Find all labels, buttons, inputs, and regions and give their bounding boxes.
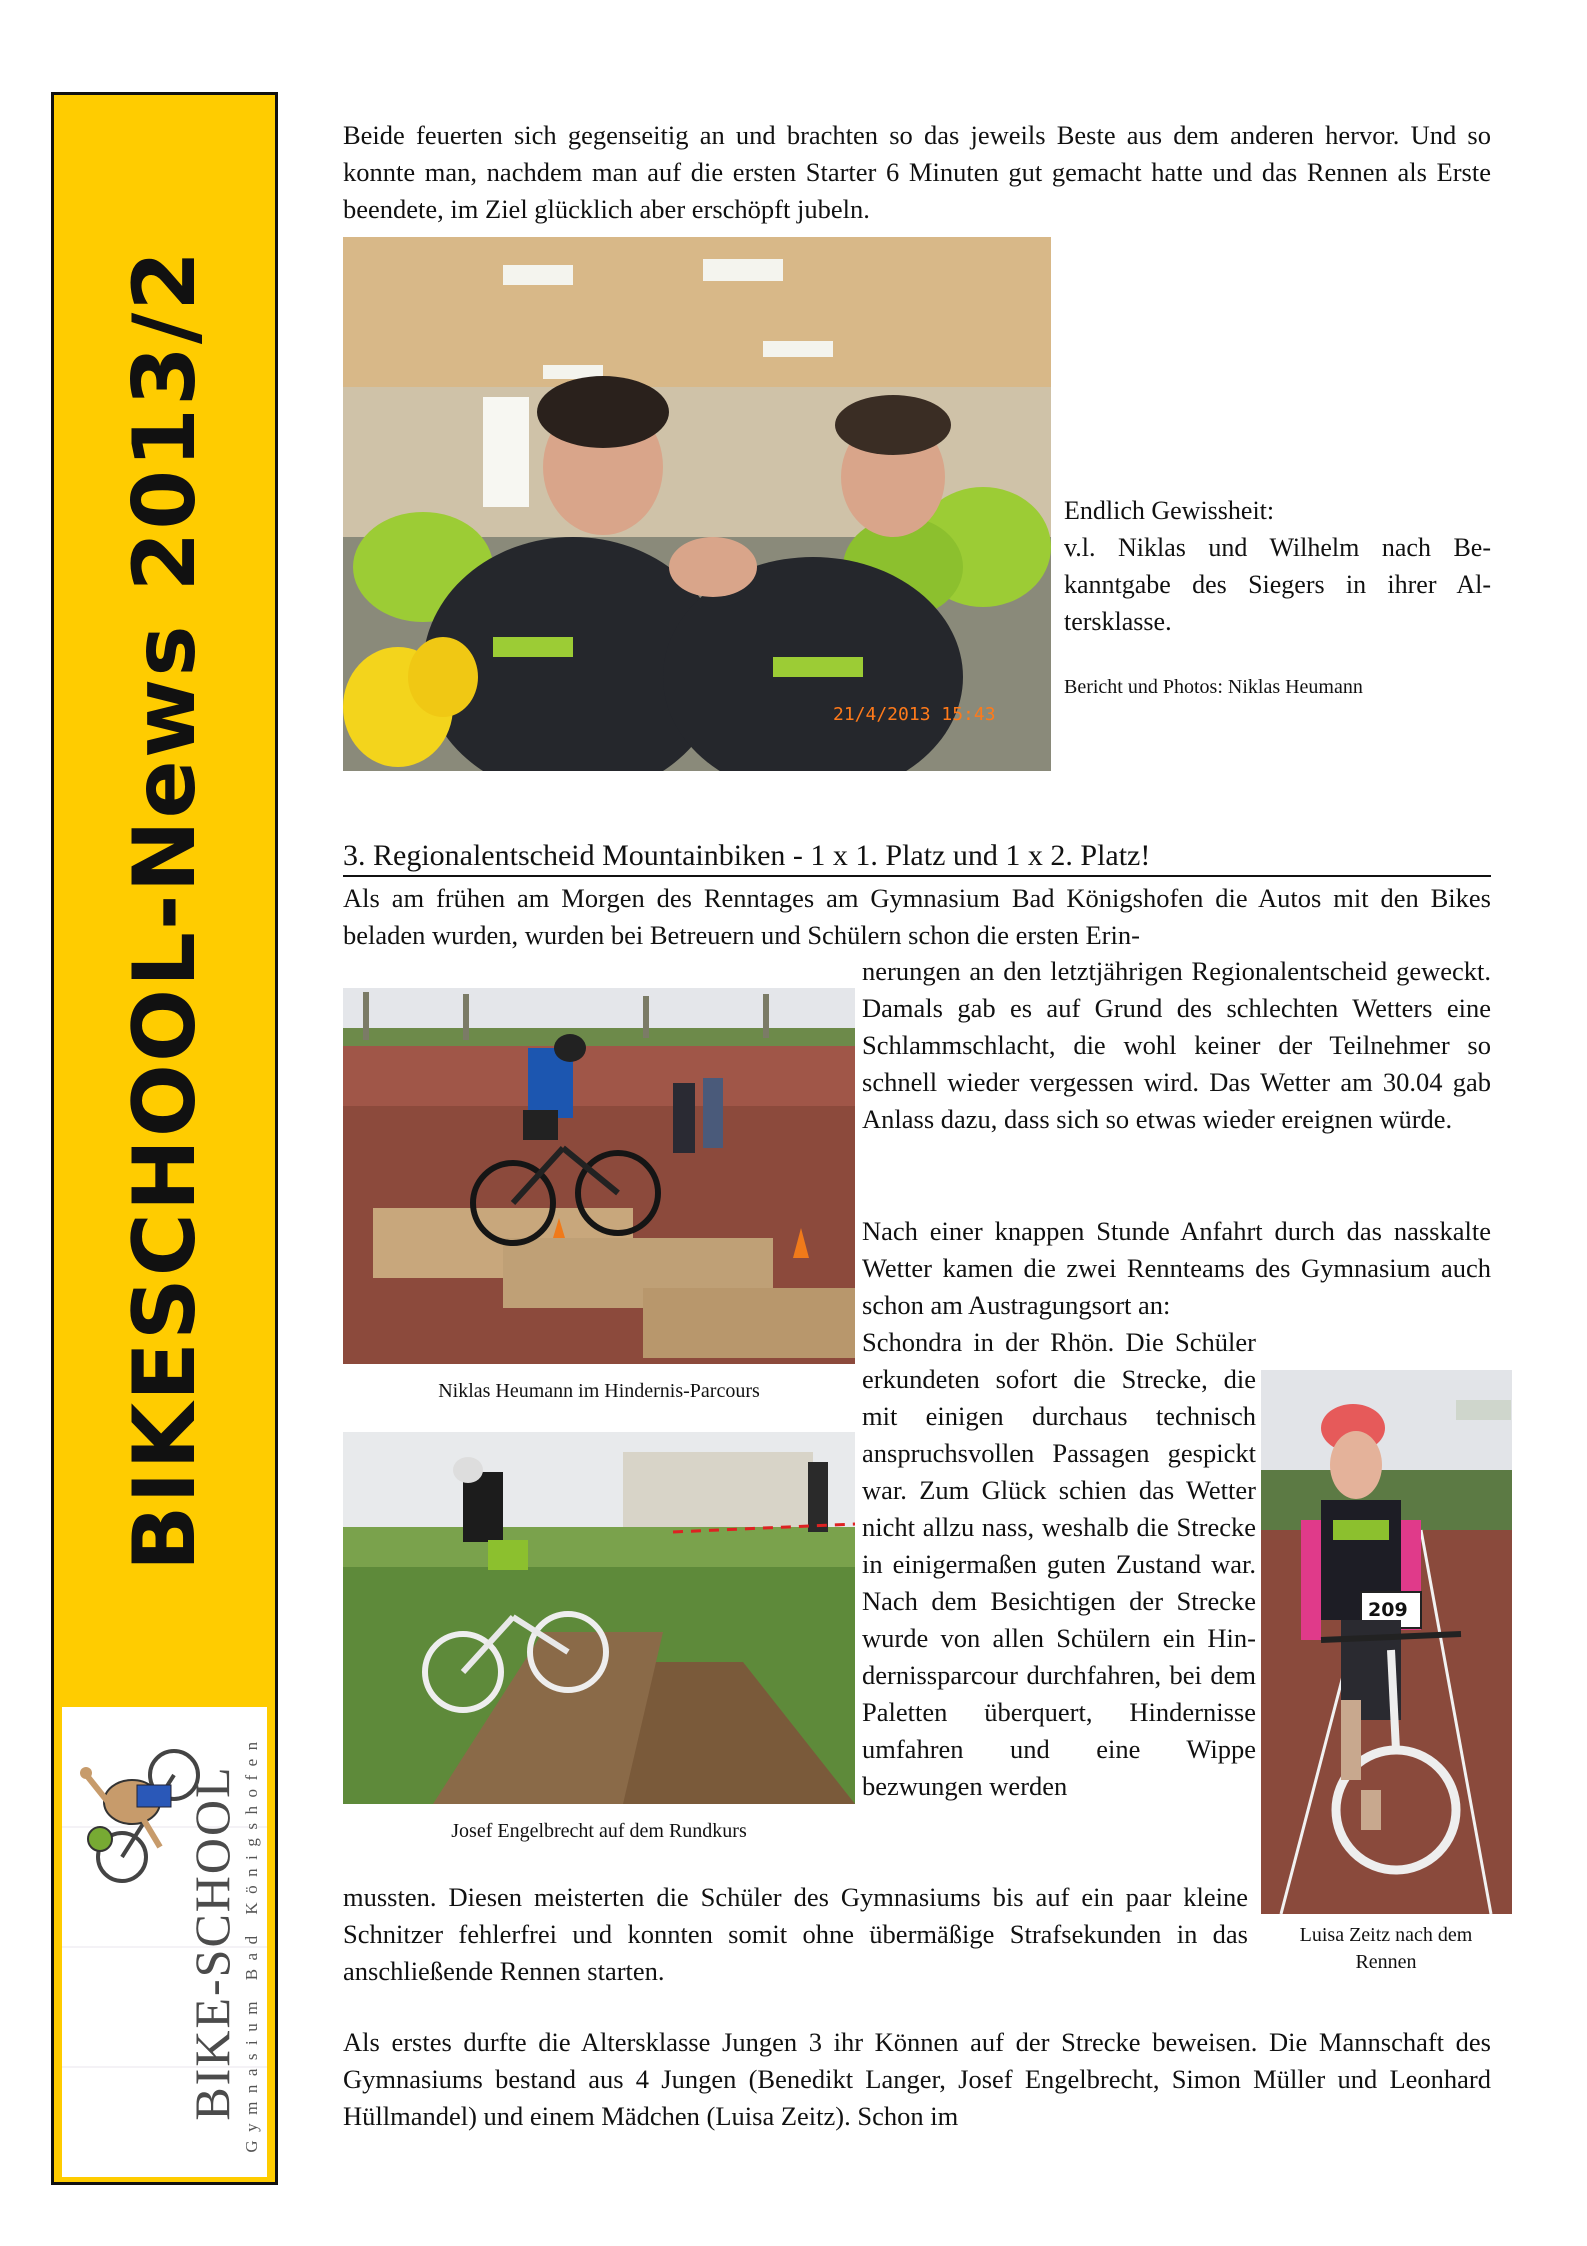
paragraph-2-end: mussten. Diesen meisterten die Schüler des Gymnasiums bis auf ein paar kleine Schnitzer fehlerfrei und konnten somit ohne übermäßige Strafsekunden in das anschließende Rennen starten. (343, 1882, 1248, 1986)
logo-name: BIKE-SCHOOL (184, 1765, 240, 2121)
logo-subtitle: Gymnasium Bad Königshofen (242, 1733, 261, 2153)
photo-celebration-caption (1064, 492, 1491, 640)
paragraph-3: Als erstes durfte die Altersklasse Jungen 3 ihr Können auf der Strecke beweisen. Die Mannschaft des Gymnasiums bestand aus 4 Jungen (Benedikt Langer, Josef Engelbrecht, Simon Müller und Leonhard Hüllmandel) und einem Mädchen (Luisa Zeitz). Schon im (343, 2027, 1491, 2131)
photo-celebration (343, 237, 1051, 771)
rundkurs-photo-image (343, 1432, 855, 1804)
photo-credit: Bericht und Photos: Niklas Heumann (1064, 676, 1363, 698)
newsletter-title: BIKESCHOOL-News 2013/2 (114, 248, 215, 1572)
caption-text: v.l. Niklas und Wilhelm nach Bekanntgabe des Siegers in ihrer Altersklasse. (1064, 533, 1491, 636)
photo-timestamp: 21/4/2013 15:43 (833, 704, 996, 725)
caption-photo-4: Luisa Zeitz nach dem Rennen (1299, 1924, 1473, 1973)
caption-title: Endlich Gewissheit: (1064, 496, 1275, 525)
parcours-photo-image (343, 988, 855, 1364)
intro-paragraph: Beide feuerten sich gegenseitig an und brachten so das jeweils Beste aus dem anderen hervor. Und so konnte man, nachdem man auf die ersten Starter 6 Minuten gut gemacht hatte und das Rennen als Erste beendete, im Ziel glücklich aber erschöpft jubeln. (343, 120, 1491, 224)
caption-photo-3: Josef Engelbrecht auf dem Rundkurs (451, 1820, 747, 1842)
photo-luisa-zeitz (1261, 1370, 1512, 1914)
caption-photo-2: Niklas Heumann im Hindernis-Parcours (438, 1380, 760, 1402)
celebration-photo-image (343, 237, 1051, 771)
photo-hindernis-parcours (343, 988, 855, 1364)
bib-number: 209 (1368, 1599, 1408, 1621)
paragraph-2-middle: Schondra in der Rhön. Die Schüler erkundeten sofort die Strecke, die mit einigen durchaus technisch anspruchsvollen Passagen gespickt war. Zum Glück schien das Wetter nicht allzu nass, weshalb die Strecke in einigermaßen guten Zustand war. Nach dem Besichtigen der Strecke wurde von allen Schülern ein Hindernissparcour durchfahren, bei dem Paletten überquert, Hindernisse umfahren und eine Wippe bezwungen werden (862, 1327, 1256, 1801)
sidebar (51, 92, 278, 2185)
paragraph-1-top: Als am frühen am Morgen des Renntages am Gymnasium Bad Königshofen die Autos mit den Bikes beladen wurden, wurden bei Betreuern und Schülern schon die ersten Erin- (343, 883, 1491, 950)
paragraph-2-top: Nach einer knappen Stunde Anfahrt durch das nasskalte Wetter kamen die zwei Rennteams des Gymnasium auch schon am Austragungsort an: (862, 1216, 1491, 1320)
paragraph-1-rest: nerungen an den letztjährigen Regionalentscheid geweckt. Damals gab es auf Grund des schlechten Wetters eine Schlammschlacht, die wohl keiner der Teilnehmer so schnell wieder vergessen wird. Das Wetter am 30.04 gab Anlass dazu, dass sich so etwas wieder ereignen würde. (862, 956, 1491, 1134)
bikeschool-logo (62, 1707, 267, 2177)
newsletter-title-area (54, 95, 275, 1725)
photo-rundkurs (343, 1432, 855, 1804)
luisa-photo-image (1261, 1370, 1512, 1914)
section-heading: 3. Regionalentscheid Mountainbiken - 1 x 1. Platz und 1 x 2. Platz! (343, 838, 1491, 877)
